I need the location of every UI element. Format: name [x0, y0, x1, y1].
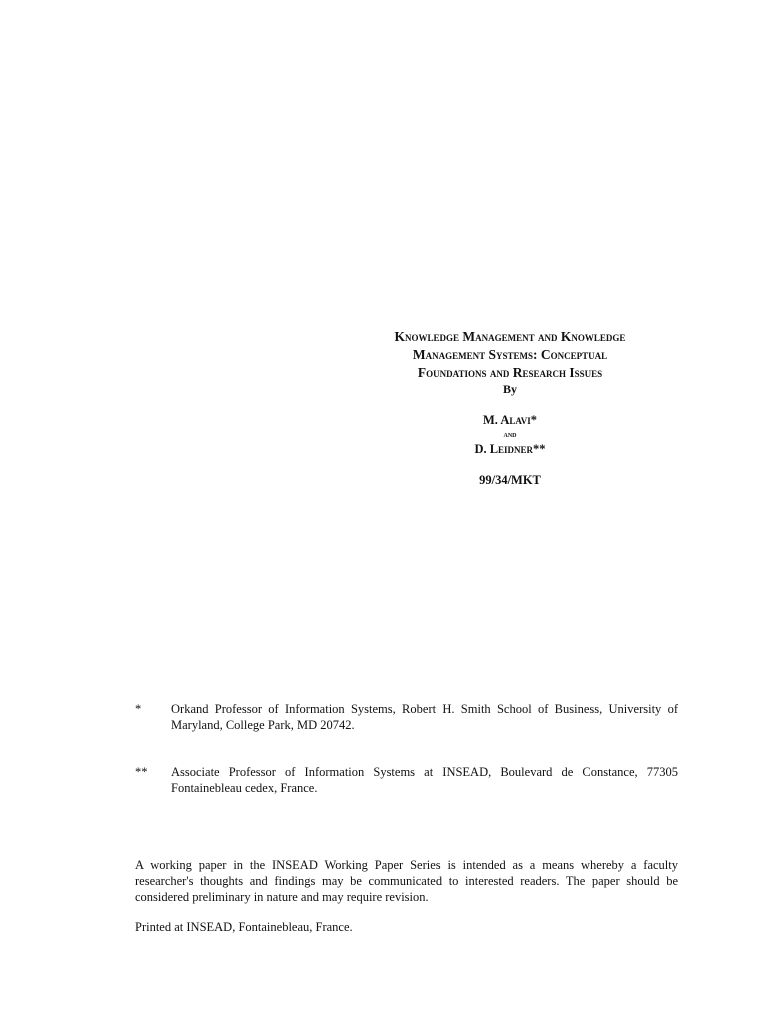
by-line: By	[502, 382, 517, 396]
footnote-leidner	[135, 764, 678, 796]
footnote-alavi	[135, 701, 678, 733]
working-paper-notice	[135, 857, 678, 905]
title-line-2: Management Systems: Conceptual	[412, 347, 608, 362]
printed-at-line: Printed at INSEAD, Fontainebleau, France.	[135, 920, 353, 934]
title-line-3: Foundations and Research Issues	[417, 365, 603, 380]
notice-text: A working paper in the INSEAD Working Paper Series is intended as a means whereby a faculty researcher's thoughts and findings may be communicated to interested readers. The paper should be considered preliminary in nature and may require revision.	[135, 858, 678, 904]
paper-code: 99/34/MKT	[479, 473, 541, 487]
footnote-mark: **	[135, 765, 148, 779]
footnote-mark: *	[135, 702, 142, 716]
footnote-text: Associate Professor of Information Systems at INSEAD, Boulevard de Constance, 77305 Fontainebleau cedex, France.	[171, 765, 678, 795]
footnote-text: Orkand Professor of Information Systems, Robert H. Smith School of Business, University of Maryland, College Park, MD 20742.	[171, 702, 678, 732]
title-line-1: Knowledge Management and Knowledge	[394, 329, 626, 344]
author-alavi: M. Alavi*	[483, 413, 537, 427]
author-conjunction: and	[503, 429, 517, 439]
title-block	[300, 328, 720, 487]
author-leidner: D. Leidner**	[474, 442, 546, 456]
